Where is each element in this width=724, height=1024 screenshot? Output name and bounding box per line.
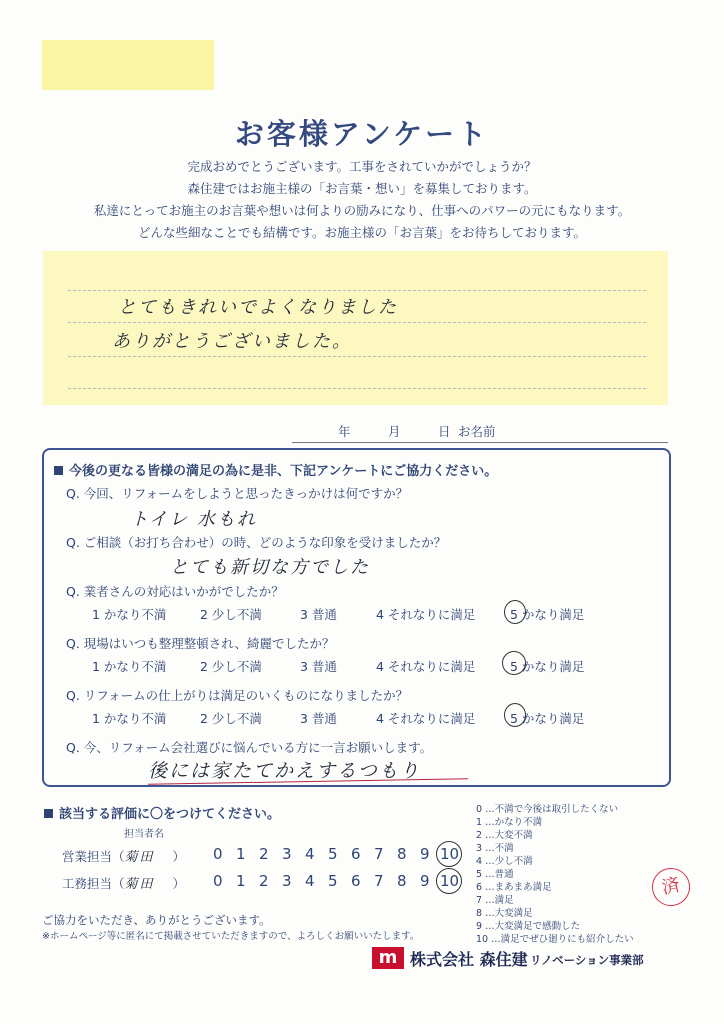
- digit: 9: [420, 845, 430, 863]
- digit: 3: [282, 872, 292, 890]
- q5-option-3: 3 普通: [300, 711, 337, 726]
- row-1-selected-circle: [436, 841, 462, 867]
- division-name: リノベーション事業部: [530, 953, 644, 967]
- q5-option-5: 5 かなり満足: [510, 711, 585, 726]
- intro-line-1: 完成おめでとうございます。工事をされていかがでしょうか？: [187, 159, 537, 174]
- survey-heading: 今後の更なる皆様の満足の為に是非、下記アンケートにご協力ください。: [54, 460, 497, 479]
- q4-selected-circle: [502, 651, 526, 675]
- digit: 4: [305, 872, 315, 890]
- legend-item: 3 …不満: [476, 843, 514, 854]
- digit: 7: [374, 845, 384, 863]
- date-name-line: [292, 420, 668, 443]
- company-logo: m: [372, 947, 404, 969]
- digit: 0: [213, 845, 223, 863]
- question-2: Q. ご相談（お打ち合わせ）の時、どのような印象を受けましたか？: [66, 535, 447, 550]
- intro-line-3: 私達にとってお施主のお言葉や想いは何よりの励みになり、仕事へのパワーの元にもなります。: [93, 203, 631, 218]
- digit: 8: [397, 845, 407, 863]
- digit: 10: [440, 845, 460, 863]
- q4-option-5: 5 かなり満足: [510, 659, 585, 674]
- q3-option-2: 2 少し不満: [200, 607, 262, 622]
- question-1: Q. 今回、リフォームをしようと思ったきっかけは何ですか？: [66, 486, 409, 501]
- question-3: Q. 業者さんの対応はいかがでしたか？: [66, 584, 284, 599]
- ruled-line: [68, 290, 646, 291]
- digit: 6: [351, 872, 361, 890]
- ruled-line: [68, 388, 646, 389]
- digit: 5: [328, 872, 338, 890]
- row-2-selected-circle: [436, 868, 462, 894]
- company-name: 株式会社 森住建: [410, 950, 528, 969]
- q5-option-4: 4 それなりに満足: [376, 711, 476, 726]
- staff-label: 担当者名: [124, 829, 164, 840]
- digit: 4: [305, 845, 315, 863]
- footer-note: ※ホームページ等に匿名にて掲載させていただきますので、よろしくお願いいたします。: [42, 931, 420, 942]
- question-5: Q. リフォームの仕上がりは満足のいくものになりましたか？: [66, 688, 409, 703]
- legend-item: 2 …大変不満: [476, 830, 533, 841]
- comment-line-2: ありがとうございました。: [112, 331, 352, 352]
- legend-item: 10 …満足でぜひ廻りにも紹介したい: [476, 934, 634, 945]
- digit: 9: [420, 872, 430, 890]
- question-4: Q. 現場はいつも整理整頓され、綺麗でしたか？: [66, 636, 335, 651]
- intro-line-2: 森住建ではお施主様の「お言葉・想い」を募集しております。: [187, 181, 537, 196]
- digit: 0: [213, 872, 223, 890]
- q3-option-5: 5 かなり満足: [510, 607, 585, 622]
- digit: 8: [397, 872, 407, 890]
- yellow-sticky-note: [42, 40, 214, 90]
- ruled-line: [68, 356, 646, 357]
- digit: 6: [351, 845, 361, 863]
- legend-item: 5 …普通: [476, 869, 514, 880]
- answer-6: 後には家たてかえするつもり: [148, 760, 421, 782]
- q5-option-1: 1 かなり不満: [92, 711, 167, 726]
- rating-row-1-label: 営業担当（菊田 ）: [62, 849, 186, 865]
- day-label: 日: [438, 424, 451, 439]
- legend-item: 8 …大変満足: [476, 908, 533, 919]
- digit: 1: [236, 872, 246, 890]
- year-label: 年: [338, 424, 351, 439]
- legend-item: 6 …まあまあ満足: [476, 882, 552, 893]
- q3-selected-circle: [504, 600, 526, 624]
- answer-1: トイレ 水もれ: [130, 509, 257, 530]
- digit: 10: [440, 872, 460, 890]
- intro-line-4: どんな些細なことでも結構です。お施主様の「お言葉」をお待ちしております。: [137, 225, 586, 240]
- legend-item: 1 …かなり不満: [476, 817, 543, 828]
- ruled-line: [68, 322, 646, 323]
- rating-row-2-label: 工務担当（菊田 ）: [62, 876, 186, 892]
- legend-item: 7 …満足: [476, 895, 514, 906]
- legend-item: 9 …大変満足で感動した: [476, 921, 581, 932]
- comment-line-1: とてもきれいでよくなりました: [118, 297, 398, 318]
- q4-option-4: 4 それなりに満足: [376, 659, 476, 674]
- q3-option-4: 4 それなりに満足: [376, 607, 476, 622]
- digit: 2: [259, 872, 269, 890]
- q4-option-1: 1 かなり不満: [92, 659, 167, 674]
- q3-option-3: 3 普通: [300, 607, 337, 622]
- q5-selected-circle: [504, 703, 526, 727]
- footer-thanks: ご協力をいただき、ありがとうございます。: [42, 913, 271, 927]
- rating-heading: 該当する評価に〇をつけてください。: [44, 803, 280, 822]
- question-6: Q. 今、リフォーム会社選びに悩んでいる方に一言お願いします。: [66, 740, 433, 755]
- digit: 3: [282, 845, 292, 863]
- answer-2: とても新切な方でした: [170, 557, 370, 578]
- legend-item: 4 …少し不満: [476, 856, 533, 867]
- q5-option-2: 2 少し不満: [200, 711, 262, 726]
- digit: 2: [259, 845, 269, 863]
- month-label: 月: [388, 424, 401, 439]
- digit: 5: [328, 845, 338, 863]
- q3-option-1: 1 かなり不満: [92, 607, 167, 622]
- approval-stamp: 済: [648, 864, 693, 909]
- q4-option-3: 3 普通: [300, 659, 337, 674]
- legend-item: 0 …不満で今後は取引したくない: [476, 804, 619, 815]
- name-label: お名前: [458, 424, 496, 439]
- page-title: お客様アンケート: [234, 117, 490, 151]
- digit: 7: [374, 872, 384, 890]
- digit: 1: [236, 845, 246, 863]
- q4-option-2: 2 少し不満: [200, 659, 262, 674]
